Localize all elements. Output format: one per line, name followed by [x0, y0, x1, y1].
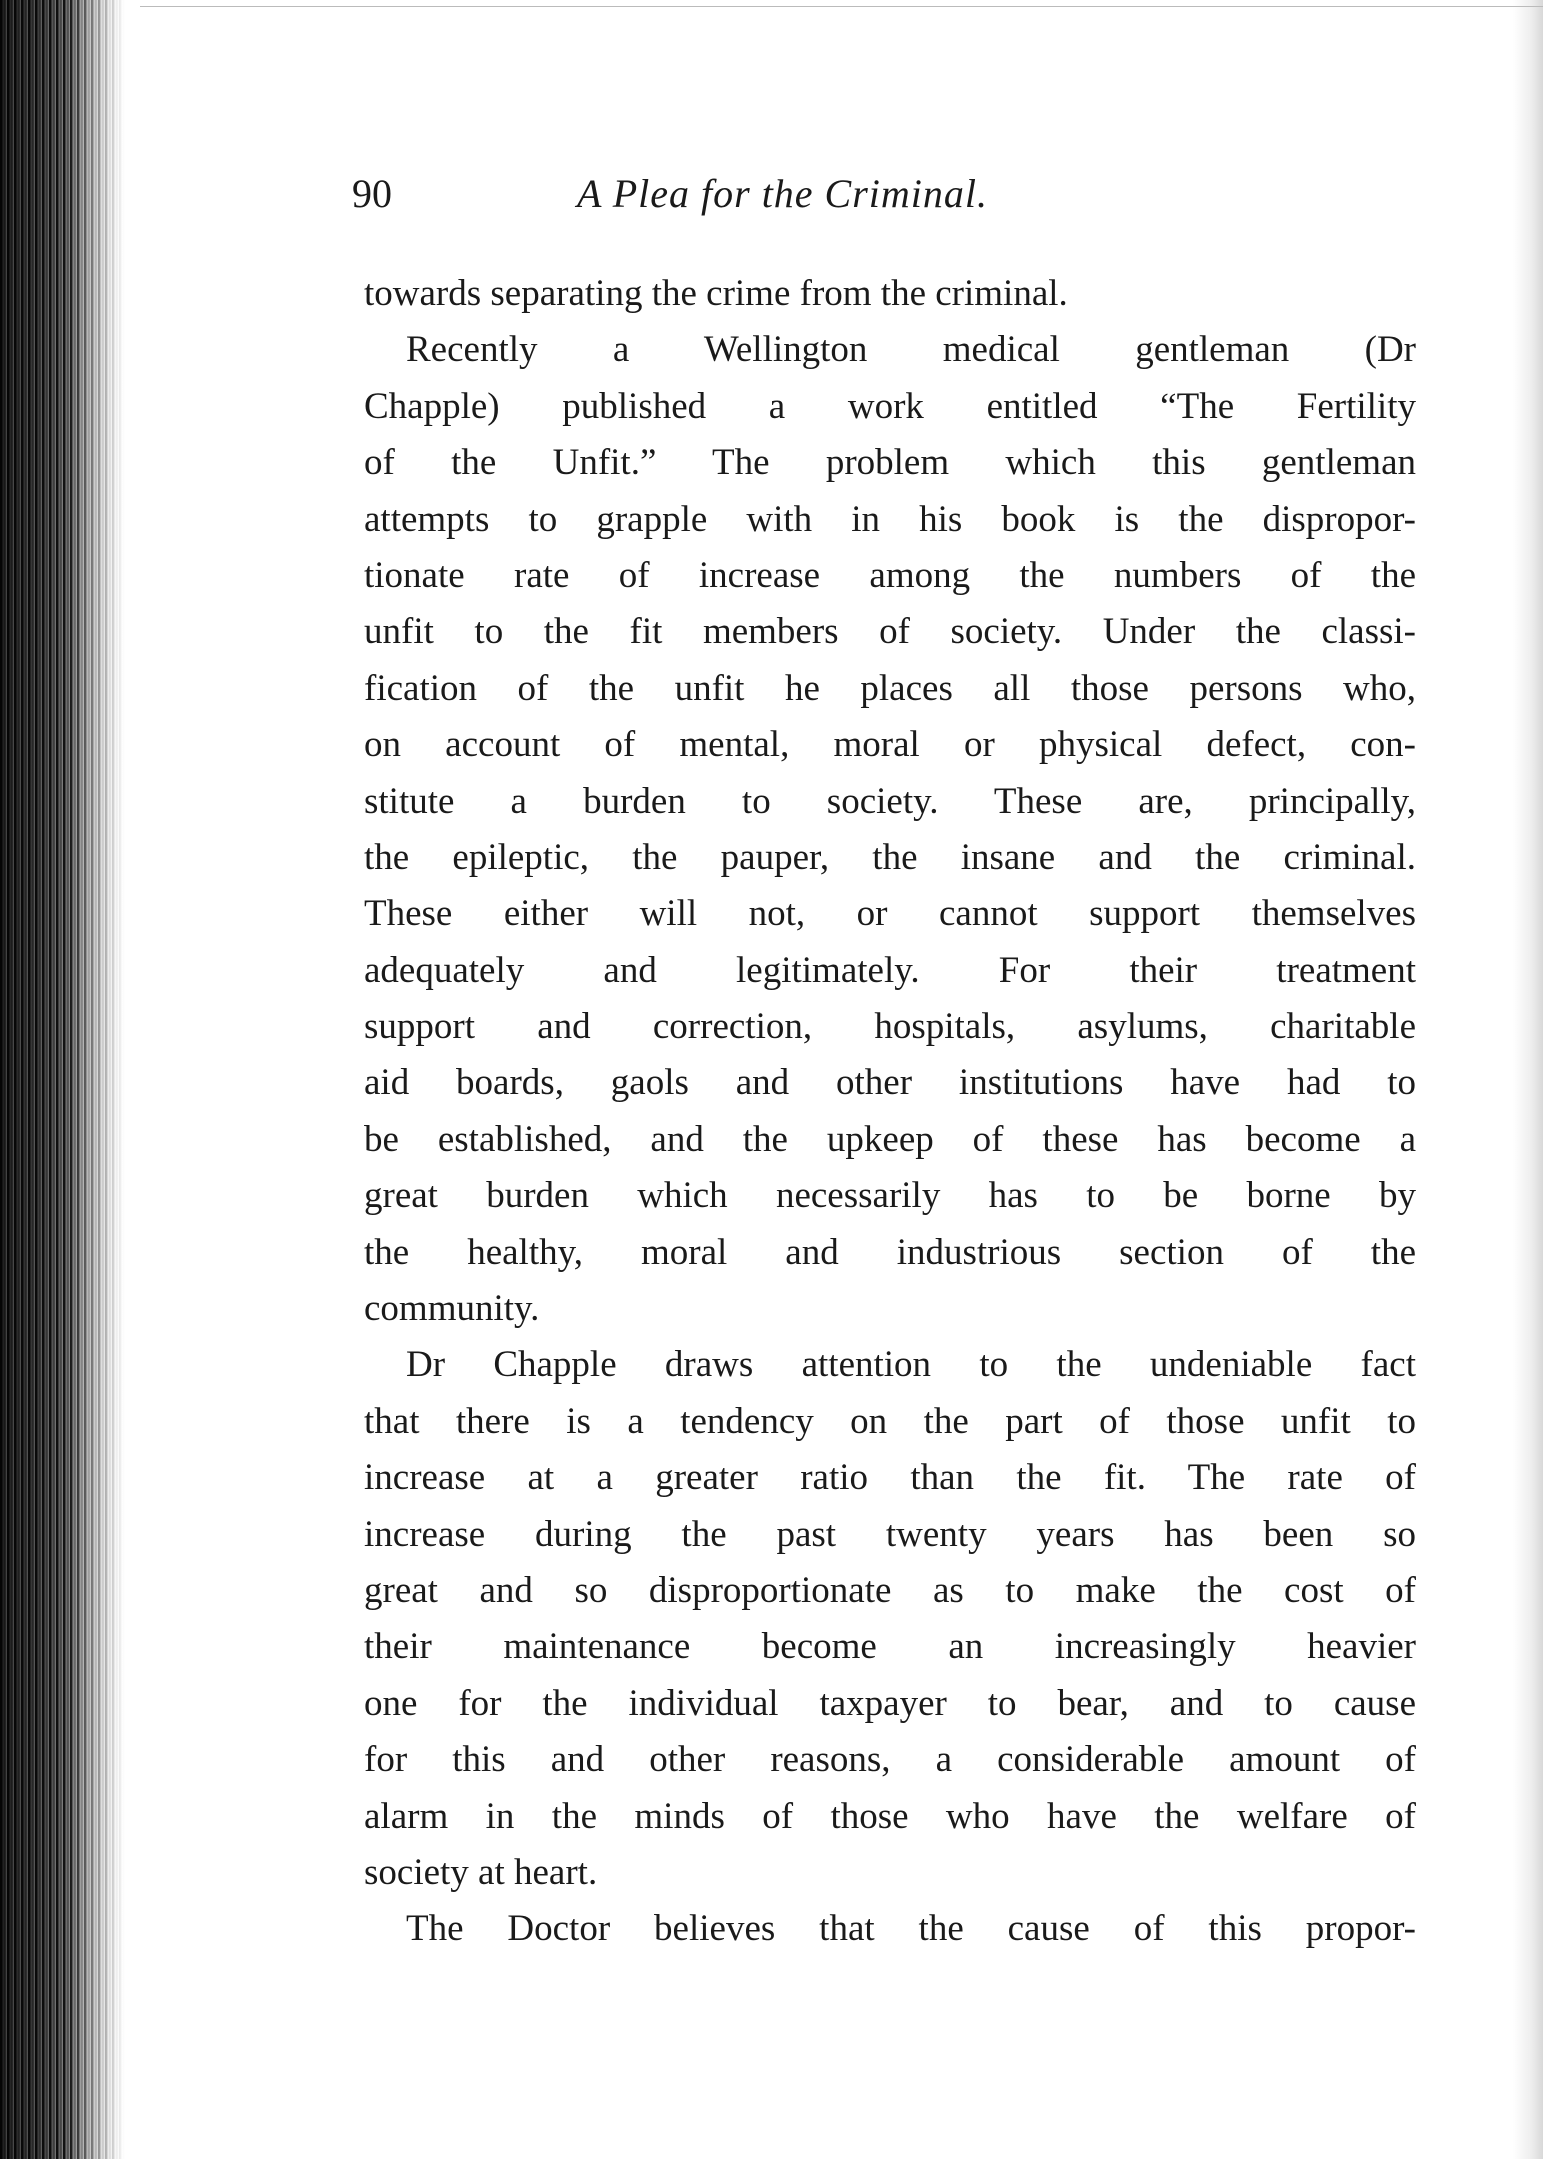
text-line: Dr Chapple draws attention to the undeniable fact — [406, 1344, 1416, 1386]
text-line: stitute a burden to society. These are, principally, — [364, 780, 1416, 822]
text-line: adequately and legitimately. For their treatment — [364, 949, 1416, 991]
text-line: the epileptic, the pauper, the insane and the criminal. — [364, 836, 1416, 878]
text-line: towards separating the crime from the criminal. — [364, 273, 1068, 314]
text-line: society at heart. — [364, 1851, 598, 1893]
paragraph — [364, 266, 1416, 322]
text-line: unfit to the fit members of society. Under the classi- — [364, 611, 1416, 653]
text-line: attempts to grapple with in his book is the dispropor- — [364, 498, 1416, 540]
text-line: increase at a greater ratio than the fit. The rate of — [364, 1457, 1416, 1499]
text-line: great burden which necessarily has to be borne by — [364, 1175, 1416, 1217]
running-header — [352, 170, 1422, 220]
paragraph — [364, 322, 1416, 1337]
book-binding-edge — [0, 0, 125, 2159]
text-line: for this and other reasons, a considerable amount of — [364, 1739, 1416, 1781]
text-line: fication of the unfit he places all those persons who, — [364, 667, 1416, 709]
text-line: of the Unfit.” The problem which this gentleman — [364, 442, 1416, 484]
text-line: alarm in the minds of those who have the welfare of — [364, 1795, 1416, 1837]
text-line: Recently a Wellington medical gentleman (Dr — [406, 329, 1416, 371]
text-line: The Doctor believes that the cause of this propor- — [406, 1908, 1416, 1950]
running-title: A Plea for the Criminal. — [577, 171, 989, 216]
text-line: community. — [364, 1288, 540, 1330]
text-line: aid boards, gaols and other institutions have had to — [364, 1062, 1416, 1104]
body-text — [364, 266, 1416, 1958]
text-line: These either will not, or cannot support themselves — [364, 893, 1416, 935]
page-edge — [1513, 0, 1543, 2159]
text-line: one for the individual taxpayer to bear, and to cause — [364, 1682, 1416, 1724]
text-line: great and so disproportionate as to make the cost of — [364, 1569, 1416, 1611]
text-line: that there is a tendency on the part of those unfit to — [364, 1400, 1416, 1442]
paragraph — [364, 1901, 1416, 1957]
text-line: on account of mental, moral or physical defect, con- — [364, 724, 1416, 766]
text-line: Chapple) published a work entitled “The Fertility — [364, 385, 1416, 427]
text-line: support and correction, hospitals, asylums, charitable — [364, 1006, 1416, 1048]
text-line: the healthy, moral and industrious section of the — [364, 1231, 1416, 1273]
text-line: increase during the past twenty years has been so — [364, 1513, 1416, 1555]
paragraph — [364, 1337, 1416, 1901]
text-line: tionate rate of increase among the numbers of the — [364, 554, 1416, 596]
text-line: their maintenance become an increasingly heavier — [364, 1626, 1416, 1668]
text-line: be established, and the upkeep of these has become a — [364, 1118, 1416, 1160]
page-top-edge — [140, 6, 1543, 7]
page-number: 90 — [352, 171, 392, 216]
